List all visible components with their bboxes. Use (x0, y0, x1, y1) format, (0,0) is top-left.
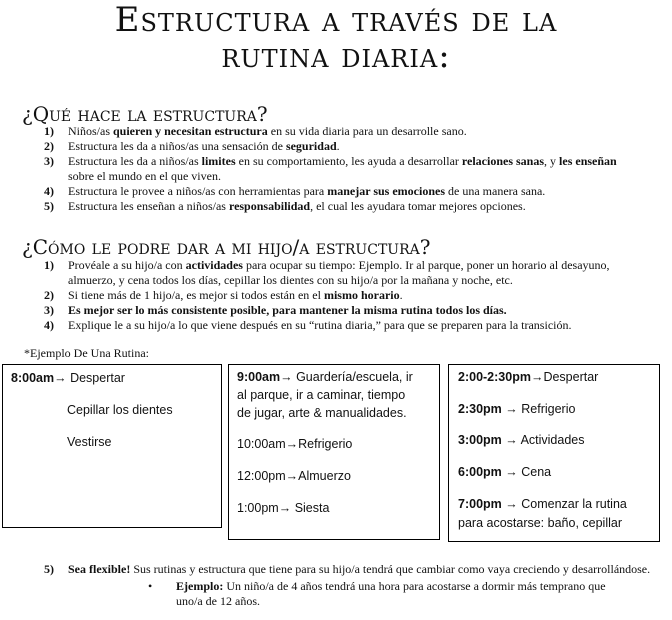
routine-entry: 8:00am→ Despertar (11, 371, 125, 385)
item-5 (24, 562, 664, 609)
routine-entry: 2:00-2:30pm→Despertar (458, 370, 599, 384)
routine-entry-cont: de jugar, arte & manualidades. (237, 406, 407, 420)
title-line-2: rutina diaria: (221, 36, 451, 76)
list-item: 3) Es mejor ser lo más consistente posible, para mantener la misma rutina todos los días. (44, 303, 507, 317)
page-title (0, 2, 672, 74)
routine-box-midday (228, 364, 440, 540)
arrow-icon: → (505, 433, 518, 447)
list-item: 4) Estructura le provee a niños/as con herramientas para manejar sus emociones de una manera sana. (44, 184, 546, 198)
arrow-icon: → (280, 370, 293, 384)
example-label: *Ejemplo De Una Rutina: (24, 346, 149, 360)
routine-entry: 3:00pm → Actividades (458, 433, 585, 447)
routine-entry: Vestirse (67, 435, 112, 449)
section-2-heading: ¿Cómo le podre dar a mi hijo/a estructura? (22, 235, 431, 259)
list-item: 5) Estructura les enseñan a niños/as responsabilidad, el cual les ayudara tomar mejores opciones. (44, 199, 526, 213)
example-bullet: • Ejemplo: Un niño/a de 4 años tendrá una hora para acostarse a dormir más temprano que uno/a de 12 años. (148, 579, 606, 608)
arrow-icon: → (285, 469, 299, 483)
arrow-icon: → (505, 497, 518, 511)
section-1-list (24, 124, 644, 214)
routine-entry: 1:00pm→ Siesta (237, 501, 330, 515)
title-line-1: Estructura a través de la (114, 0, 558, 40)
routine-box-morning (2, 364, 222, 528)
section-1-heading: ¿Qué hace la estructura? (22, 102, 268, 126)
arrow-icon: → (285, 437, 299, 451)
list-item: 1) Provéale a su hijo/a con actividades para ocupar su tiempo: Ejemplo. Ir al parque, poner un horario al desayuno, almuerzo, y cena todos los días, cepillar los dientes con su hijo/a por la mañana y noche, etc. (44, 258, 610, 287)
bullet-icon: • (148, 579, 153, 593)
list-item: 5) Sea flexible! Sus rutinas y estructura que tiene para su hijo/a tendrá que cambiar como vaya creciendo y desarrollándose. (44, 562, 651, 576)
arrow-icon: → (530, 370, 544, 384)
routine-box-afternoon (448, 364, 660, 542)
arrow-icon: → (54, 371, 67, 385)
routine-entry: 2:30pm → Refrigerio (458, 402, 576, 416)
routine-entry: 12:00pm→Almuerzo (237, 469, 351, 483)
routine-entry: 6:00pm → Cena (458, 465, 552, 479)
routine-entry: 7:00pm → Comenzar la rutina (458, 497, 627, 511)
routine-entry: 9:00am→ Guardería/escuela, ir (237, 370, 413, 384)
list-item: 2) Estructura les da a niños/as una sensación de seguridad. (44, 139, 340, 153)
list-item: 4) Explique le a su hijo/a lo que viene después en su “rutina diaria,” para que se preparen para la transición. (44, 318, 572, 332)
list-item: 2) Si tiene más de 1 hijo/a, es mejor si todos están en el mismo horario. (44, 288, 403, 302)
list-item: 3) Estructura les da a niños/as limites en su comportamiento, les ayuda a desarrollar relaciones sanas, y les enseñan sobre el mundo en el que viven. (44, 154, 617, 183)
section-2-list (24, 258, 644, 333)
arrow-icon: → (505, 465, 518, 479)
routine-entry-cont: para acostarse: baño, cepillar (458, 516, 622, 530)
list-item: 1) Niños/as quieren y necesitan estructura en su vida diaria para un desarrolle sano. (44, 124, 467, 138)
routine-entry: Cepillar los dientes (67, 403, 173, 417)
routine-entry: 10:00am→Refrigerio (237, 437, 353, 451)
routine-entry-cont: al parque, ir a caminar, tiempo (237, 388, 406, 402)
arrow-icon: → (505, 402, 518, 416)
arrow-icon: → (278, 501, 292, 515)
